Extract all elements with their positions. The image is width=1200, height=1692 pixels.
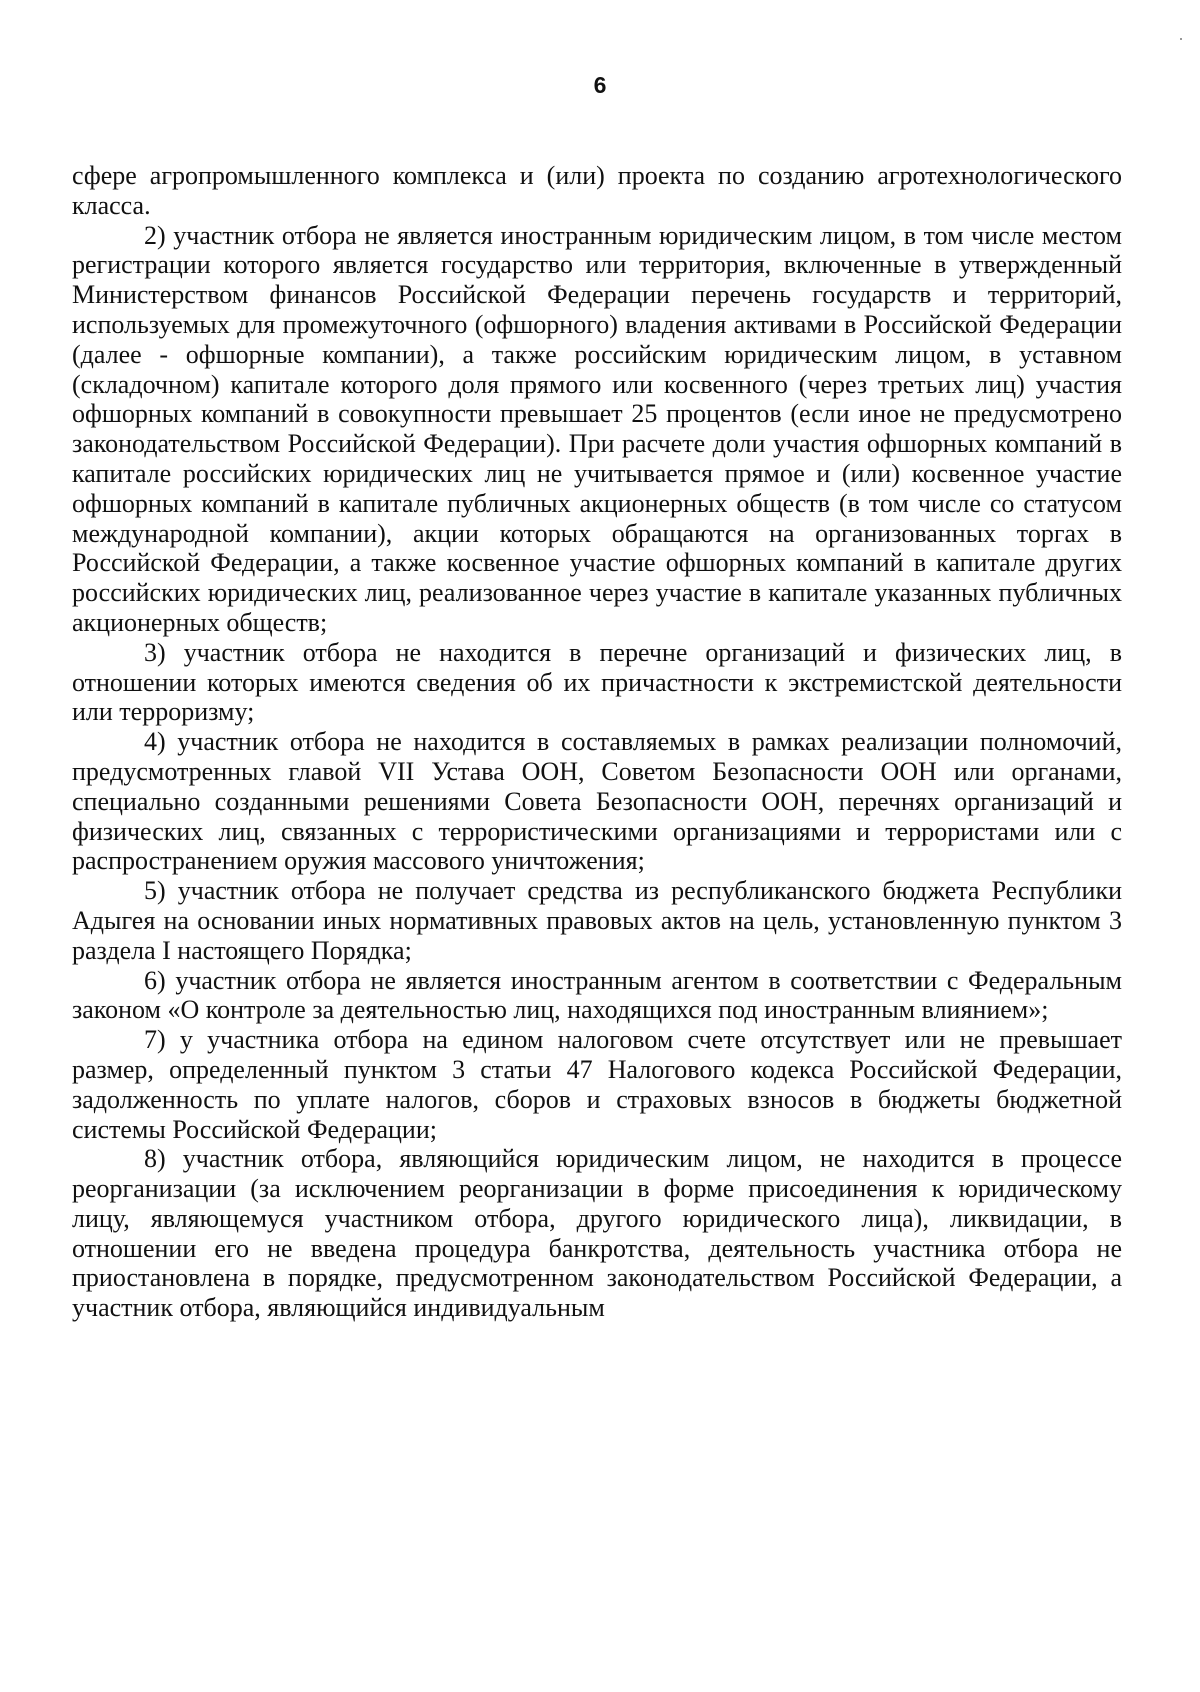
- paragraph-item-5: 5) участник отбора не получает средства из республиканского бюджета Республики Адыгея на основании иных нормативных правовых актов на цель, установленную пунктом 3 раздела I настоящего Порядка;: [72, 876, 1122, 965]
- paragraph-item-4: 4) участник отбора не находится в составляемых в рамках реализации полномочий, предусмотренных главой VII Устава ООН, Советом Безопасности ООН или органами, специально созданными решениями Совета Безопасности ООН, перечнях организаций и физических лиц, связанных с террористическими организациями и террористами или с распространением оружия массового уничтожения;: [72, 727, 1122, 876]
- document-body: [72, 161, 1122, 1323]
- paragraph-item-3: 3) участник отбора не находится в перечне организаций и физических лиц, в отношении которых имеются сведения об их причастности к экстремистской деятельности или терроризму;: [72, 637, 1122, 727]
- scan-speck: [1180, 38, 1182, 40]
- paragraph-item-7: 7) у участника отбора на едином налоговом счете отсутствует или не превышает размер, определенный пунктом 3 статьи 47 Налогового кодекса Российской Федерации, задолженность по уплате налогов, сборов и страховых взносов в бюджеты бюджетной системы Российской Федерации;: [72, 1025, 1122, 1144]
- page-number: 6: [593, 72, 607, 98]
- paragraph-continuation: сфере агропромышленного комплекса и (или) проекта по созданию агротехнологического класса.: [72, 161, 1122, 220]
- paragraph-item-2: 2) участник отбора не является иностранным юридическим лицом, в том числе местом регистрации которого является государство или территория, включенные в утвержденный Министерством финансов Российской Федерации перечень государств и территорий, используемых для промежуточного (офшорного) владения активами в Российской Федерации (далее - офшорные компании), а также российским юридическим лицом, в уставном (складочном) капитале которого доля прямого или косвенного (через третьих лиц) участия офшорных компаний в совокупности превышает 25 процентов (если иное не предусмотрено законодательством Российской Федерации). При расчете доли участия офшорных компаний в капитале российских юридических лиц не учитывается прямое и (или) косвенное участие офшорных компаний в капитале публичных акционерных обществ (в том числе со статусом международной компании), акции которых обращаются на организованных торгах в Российской Федерации, а также косвенное участие офшорных компаний в капитале других российских юридических лиц, реализованное через участие в капитале указанных публичных акционерных обществ;: [72, 220, 1122, 637]
- paragraph-item-6: 6) участник отбора не является иностранным агентом в соответствии с Федеральным законом «О контроле за деятельностью лиц, находящихся под иностранным влиянием»;: [72, 965, 1122, 1025]
- paragraph-item-8: 8) участник отбора, являющийся юридическим лицом, не находится в процессе реорганизации (за исключением реорганизации в форме присоединения к юридическому лицу, являющемуся участником отбора, другого юридического лица), ликвидации, в отношении его не введена процедура банкротства, деятельность участника отбора не приостановлена в порядке, предусмотренном законодательством Российской Федерации, а участник отбора, являющийся индивидуальным: [72, 1144, 1122, 1323]
